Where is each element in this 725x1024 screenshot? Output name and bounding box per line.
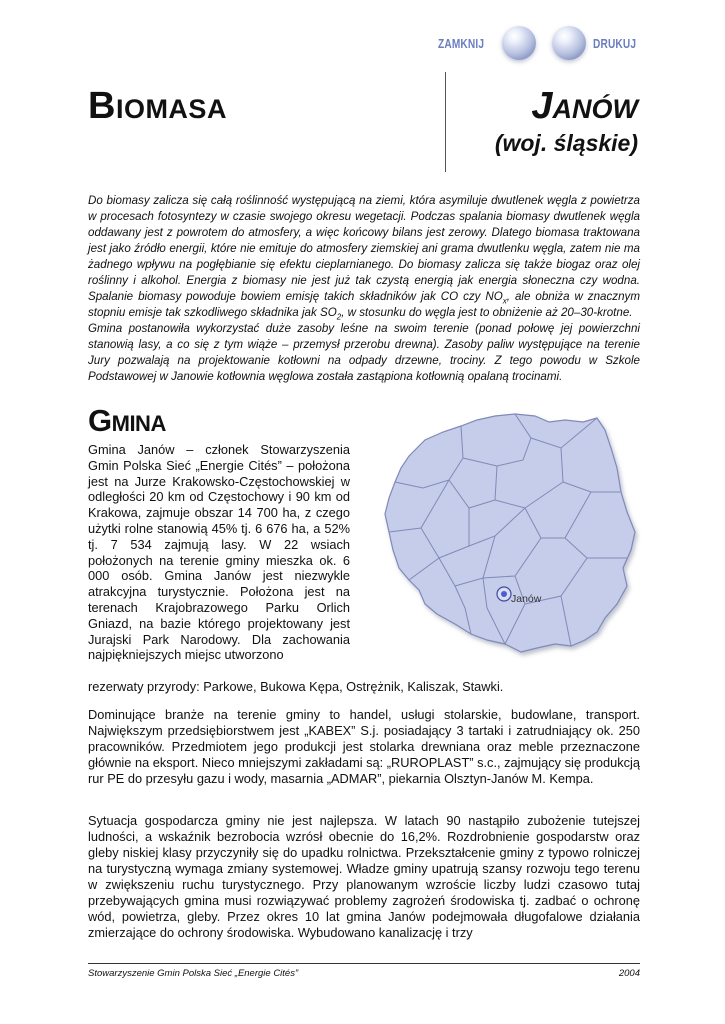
print-orb-icon[interactable] [552,26,586,60]
janow-map-label: Janów [511,593,542,605]
intro-section [88,193,640,385]
situation-paragraph: Sytuacja gospodarcza gminy nie jest najlepsza. W latach 90 nastąpiło zubożenie tutejszej ludności, a wskaźnik bezrobocia wzrósł obecnie do 16,2%. Rozdrobnienie gospodarstw oraz gleby niskiej klasy przyczyniły się do upadku rolnictwa. Przekształcenie gminy z typowo rolniczej na turystyczną wymaga zmiany systemowej. Władze gminy upatrują szansy rozwoju tego terenu w zwiększeniu ruchu turystycznego. Przy planowanym wzroście liczby ludzi czasowo tutaj przebywających gmina musi rozwiązywać problemy zagrożeń środowiska tj. zadbać o ochronę wód, powietrza, gleby. Przez okres 10 lat gmina Janów podejmowała długofalowe działania zmierzające do ochrony środowiska. Wybudowano kanalizację i trzy [88,813,640,940]
header-divider [445,72,446,172]
intro-paragraph-2: Gmina postanowiła wykorzystać duże zasoby leśne na swoim terenie (ponad połowę jej powierzchni stanowią lasy, a co się z tym wiąże – przemysł przerobu drewna). Zasoby paliw występujące na terenie Jury pozwalają na projektowanie kotłowni na odpady drzewne, trociny. Z tego powodu w Szkole Podstawowej w Janowie kotłownia węglowa została zastąpiona kotłownią opalaną trocinami. [88,322,640,383]
section-heading: Gmina [88,403,166,438]
poland-outline [385,414,635,652]
footer-organization: Stowarzyszenie Gmin Polska Sieć „Energie Cités” [88,968,299,979]
janow-dot [501,591,507,597]
intro-paragraph-1: Do biomasy zalicza się całą roślinność występującą na ziemi, która asymiluje dwutlenek węgla z powietrza w procesach fotosyntezy w czasie swojego okresu wegetacji. Podczas spalania biomasy dwutlenek węgla oddawany jest z powrotem do atmosfery, a więc końcowy bilans jest zerowy. Dlatego biomasa traktowana jest jako źródło energii, które nie emituje do atmosfery ziemskiej ani grama dwutlenku węgla, zatem nie ma żadnego wpływu na pogłębianie się efektu cieplarnianego. Do biomasy zalicza się także biogaz oraz olej roślinny i alkohol. Energia z biomasy nie jest już tak czystą energią jak energia słoneczna czy wodna. Spalanie biomasy powoduje bowiem emisję takich składników jak CO czy $NO_x$, ale obniża w znacznym stopniu emisje tak szkodliwego składnika jak $SO_2$, w stosunku do węgla jest to obniżenie aż 20–30-krotne. [88,194,640,322]
footer-year: 2004 [618,968,640,979]
top-toolbar [438,25,643,65]
place-title: Janów [531,85,638,127]
page-title: Biomasa [88,85,227,127]
gmina-paragraph-end: rezerwaty przyrody: Parkowe, Bukowa Kępa, Ostrężnik, Kaliszak, Stawki. [88,679,504,694]
print-button[interactable]: DRUKUJ [593,36,637,51]
poland-map [365,408,645,666]
close-button[interactable]: ZAMKNIJ [438,36,485,51]
close-orb-icon[interactable] [502,26,536,60]
region-subtitle: (woj. śląskie) [494,130,638,156]
economy-paragraph: Dominujące branże na terenie gminy to handel, usługi stolarskie, budowlane, transport. Największym przedsiębiorstwem jest „KABEX” S.j. posiadający 3 tartaki i zatrudniający ok. 250 pracowników. Przedmiotem jego produkcji jest stolarka drewniana oraz meble przeznaczone głównie na eksport. Nieco mniejszymi zakładami są: „RUROPLAST” s.c., zajmujący się produkcją rur PE do przesyłu gazu i wody, masarnia „ADMAR”, piekarnia Olsztyn-Janów M. Kempa. [88,707,640,786]
footer-divider [88,963,640,964]
gmina-paragraph: Gmina Janów – członek Stowarzyszenia Gmin Polska Sieć „Energie Cités” – położona jest na Jurze Krakowsko-Częstochowskiej w odległości 20 km od Częstochowy i 90 km od Krakowa, zajmuje obszar 14 700 ha, z czego użytki rolne stanowią 45% tj. 6 676 ha, a 52% tj. 7 534 zajmują lasy. W 22 wsiach położonych na terenie gminy mieszka ok. 6 000 osób. Gmina Janów jest niezwykle atrakcyjna turystycznie. Położona jest na terenach Krajobrazowego Parku Orlich Gniazd, na bazie którego projektowany jest Jurajski Park Narodowy. Dla zachowania najpiękniejszych miejsc utworzono [88,442,350,663]
